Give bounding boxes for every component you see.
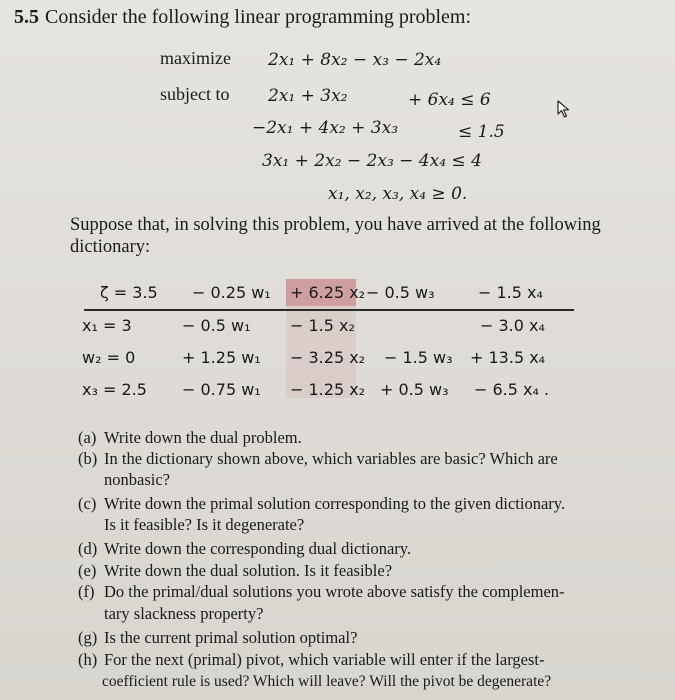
row-x1-term-x4: − 3.0 x₄: [480, 316, 545, 335]
question-f-label: (f): [78, 582, 95, 601]
row-w2-term-w1: + 1.25 w₁: [182, 348, 261, 367]
maximize-label: maximize: [160, 48, 231, 68]
question-e-text: Write down the dual solution. Is it feasible?: [104, 561, 393, 580]
question-b-label: (b): [78, 449, 98, 468]
mouse-pointer-icon: [557, 100, 573, 123]
question-b-text-2: nonbasic?: [104, 470, 170, 489]
suppose-line-1: Suppose that, in solving this problem, you have arrived at the following: [70, 215, 601, 235]
zeta-term-x4: − 1.5 x₄: [478, 283, 543, 302]
objective-function: 2x₁ + 8x₂ − x₃ − 2x₄: [268, 50, 442, 70]
question-h-text-1: For the next (primal) pivot, which variable will enter if the largest-: [104, 650, 545, 669]
question-e-label: (e): [78, 561, 97, 580]
question-b-text-1: In the dictionary shown above, which variables are basic? Which are: [104, 449, 558, 468]
question-f: [78, 582, 565, 601]
row-w2-lhs: w₂ = 0: [82, 348, 136, 367]
zeta-term-x2: + 6.25 x₂: [290, 283, 366, 302]
question-h-text-2: coefficient rule is used? Which will leave? Will the pivot be degenerate?: [102, 673, 552, 690]
question-h: [78, 650, 544, 669]
row-x3-term-x2: − 1.25 x₂: [290, 380, 366, 399]
question-b: [78, 449, 558, 468]
question-c-text-2: Is it feasible? Is it degenerate?: [104, 515, 305, 534]
dictionary-rule: [84, 309, 574, 311]
question-a-text: Write down the dual problem.: [104, 428, 302, 447]
question-d: [78, 539, 411, 558]
question-a: [78, 428, 302, 447]
zeta-term-w1: − 0.25 w₁: [192, 283, 271, 302]
row-x1-term-w1: − 0.5 w₁: [182, 316, 251, 335]
row-w2-term-x2: − 3.25 x₂: [290, 348, 366, 367]
suppose-line-2: dictionary:: [70, 237, 151, 257]
constraint-2-right: ≤ 1.5: [458, 122, 505, 142]
row-x3-term-x4: − 6.5 x₄ .: [474, 380, 550, 399]
row-x1-lhs: x₁ = 3: [82, 316, 132, 335]
row-x3-term-w1: − 0.75 w₁: [182, 380, 261, 399]
question-c: [78, 494, 565, 513]
row-x3-term-w3: + 0.5 w₃: [380, 380, 449, 399]
question-c-label: (c): [78, 494, 97, 513]
constraint-1-right: + 6x₄ ≤ 6: [408, 90, 491, 110]
question-f-text-2: tary slackness property?: [104, 604, 264, 623]
question-c-text-1: Write down the primal solution corresponding to the given dictionary.: [104, 494, 566, 513]
question-a-label: (a): [78, 428, 97, 447]
question-e: [78, 561, 392, 580]
question-d-label: (d): [78, 539, 98, 558]
zeta-term-w3: − 0.5 w₃: [366, 283, 435, 302]
nonnegativity-constraint: x₁, x₂, x₃, x₄ ≥ 0.: [328, 184, 468, 204]
question-h-label: (h): [78, 650, 98, 669]
problem-number: 5.5: [14, 6, 39, 28]
row-x3-lhs: x₃ = 2.5: [82, 380, 147, 399]
problem-heading-text: Consider the following linear programming problem:: [45, 6, 472, 28]
question-f-text-1: Do the primal/dual solutions you wrote above satisfy the complemen-: [104, 582, 565, 601]
row-w2-term-x4: + 13.5 x₄: [470, 348, 546, 367]
constraint-2: −2x₁ + 4x₂ + 3x₃: [252, 118, 399, 138]
constraint-1-left: 2x₁ + 3x₂: [268, 86, 348, 106]
subject-to-label: subject to: [160, 84, 230, 104]
question-d-text: Write down the corresponding dual dictionary.: [104, 539, 412, 558]
zeta-lhs: ζ = 3.5: [100, 283, 158, 302]
constraint-3: 3x₁ + 2x₂ − 2x₃ − 4x₄ ≤ 4: [262, 151, 482, 171]
problem-heading: [14, 6, 471, 29]
row-w2-term-w3: − 1.5 w₃: [384, 348, 453, 367]
row-x1-term-x2: − 1.5 x₂: [290, 316, 355, 335]
question-g: [78, 628, 357, 647]
question-g-label: (g): [78, 628, 98, 647]
question-g-text: Is the current primal solution optimal?: [104, 628, 358, 647]
